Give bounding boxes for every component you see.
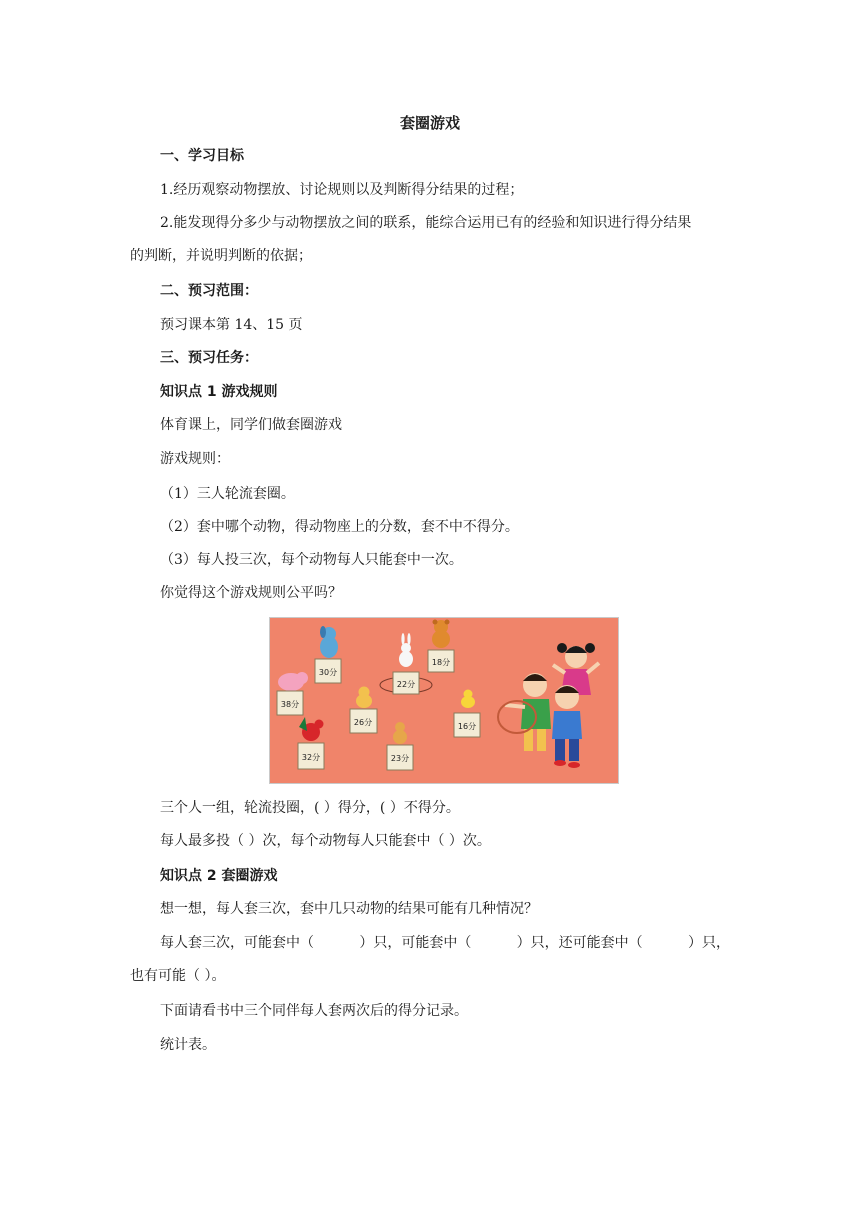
rule-1: （1）三人轮流套圈。 (160, 486, 295, 502)
fill-segment: ）只，可能套中（ (359, 935, 472, 951)
score-label: 38分 (280, 700, 300, 709)
scope-text: 预习课本第 14、15 页 (160, 317, 303, 333)
score-label: 22分 (396, 680, 416, 689)
score-label: 30分 (318, 668, 338, 677)
kp2-fill-line-2: 也有可能（ ）。 (130, 968, 226, 984)
bear-icon (432, 620, 450, 649)
kp2-question: 想一想，每人套三次，套中几只动物的结果可能有几种情况？ (160, 901, 538, 917)
kp1-rules-label: 游戏规则： (160, 451, 230, 467)
section-heading-tasks: 三、预习任务： (160, 350, 258, 366)
score-label: 26分 (353, 718, 373, 727)
kp1-intro: 体育课上，同学们做套圈游戏 (160, 417, 342, 433)
kp1-question: 你觉得这个游戏规则公平吗？ (160, 585, 342, 601)
kp2-records-text: 下面请看书中三个同伴每人套两次后的得分记录。 (160, 1003, 468, 1019)
page-title: 套圈游戏 (399, 114, 460, 132)
knowledge-point-2-heading: 知识点 2 套圈游戏 (160, 868, 278, 884)
fill-segment: 每人套三次，可能套中（ (160, 935, 314, 951)
kp1-fill-2: 每人最多投（ ）次，每个动物每人只能套中（ ）次。 (160, 833, 491, 849)
score-label: 23分 (390, 754, 410, 763)
section-heading-scope: 二、预习范围： (160, 283, 258, 299)
goal-1: 1.经历观察动物摆放、讨论规则以及判断得分结果的过程； (160, 182, 524, 198)
fill-segment: ）只，还可能套中（ (516, 935, 643, 951)
kp1-fill-1: 三个人一组，轮流投圈，( ）得分，( ）不得分。 (160, 800, 460, 816)
kp2-table-label: 统计表。 (160, 1037, 216, 1053)
fill-segment: ）只， (687, 935, 730, 951)
score-label: 32分 (301, 753, 321, 762)
rule-3: （3）每人投三次，每个动物每人只能套中一次。 (160, 552, 463, 568)
rule-2: （2）套中哪个动物，得动物座上的分数，套不中不得分。 (160, 519, 519, 535)
knowledge-point-1-heading: 知识点 1 游戏规则 (160, 384, 278, 400)
score-label: 18分 (431, 658, 451, 667)
ring-toss-illustration (269, 617, 619, 784)
section-heading-goals: 一、学习目标 (160, 148, 244, 164)
goal-2-line1: 2.能发现得分多少与动物摆放之间的联系，能综合运用已有的经验和知识进行得分结果 (160, 215, 692, 231)
kp2-fill-line-1 (160, 933, 730, 953)
goal-2-line2: 的判断，并说明判断的依据； (130, 248, 312, 264)
score-label: 16分 (457, 722, 477, 731)
